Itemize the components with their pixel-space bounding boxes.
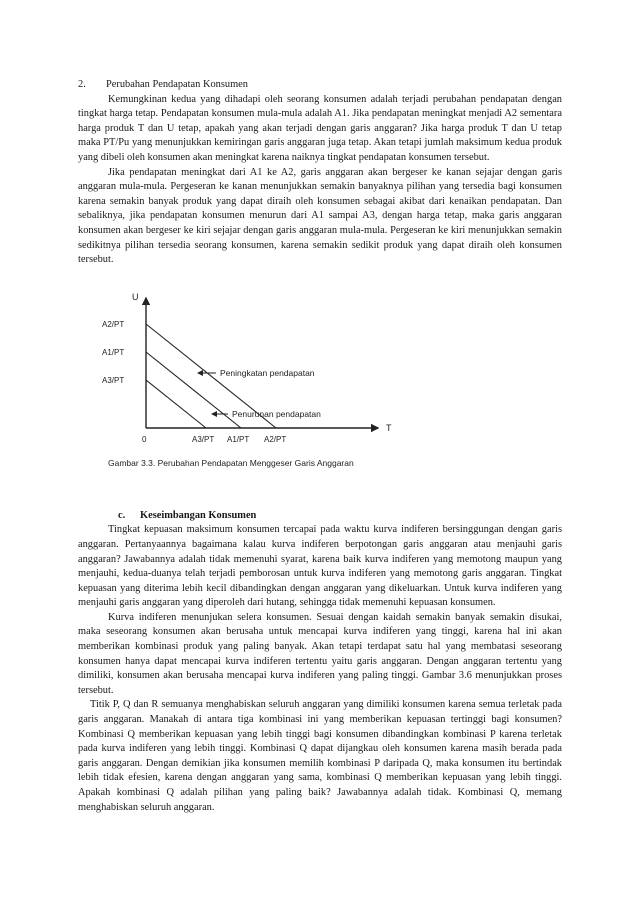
x-tick-a2: A2/PT [264, 434, 287, 444]
section-title: Perubahan Pendapatan Konsumen [106, 79, 248, 90]
section-heading [78, 78, 562, 93]
annotation-decrease: Penurunan pendapatan [232, 408, 321, 419]
section-number: 2. [78, 79, 86, 90]
x-axis-label: T [386, 422, 392, 433]
section-title: Keseimbangan Konsumen [140, 509, 257, 521]
y-tick-a2: A2/PT [102, 319, 125, 329]
y-tick-a3: A3/PT [102, 375, 125, 385]
x-tick-a1: A1/PT [227, 434, 250, 444]
budget-line-a3 [146, 380, 206, 428]
section-number: c. [118, 509, 126, 521]
origin-label: 0 [142, 434, 147, 444]
paragraph: Jika pendapatan meningkat dari A1 ke A2, garis anggaran akan bergeser ke kanan sejajar dengan garis anggaran mula-mula. Pergeseran ke kanan menunjukkan semakin banyaknya pilihan yang tersedia bagi konsumen karena semakin banyak produk yang dapat diraih oleh konsumen sebagai akibat dari kenaikan pendapatan. Dan sebaliknya, jika pendapatan konsumen menurun dari A1 sampai A3, dengan harga tetap, maka garis anggaran konsumen akan bergeser ke kiri sejajar dengan garis anggaran mula-mula. Pergeseran ke kiri menunjukkan semakin sedikitnya pilihan tersedia seorang konsumen, karena semakin sedikit produk yang dapat diraih oleh konsumen tersebut. [78, 166, 562, 266]
y-axis-label: U [132, 291, 139, 302]
paragraph: Titik P, Q dan R semuanya menghabiskan seluruh anggaran yang dimiliki konsumen karena semua terletak pada garis anggaran. Manakah di antara tiga kombinasi ini yang memberikan kepuasan tertinggi bagi konsumen? Kombinasi Q memberikan kepuasan yang lebih tinggi bagi konsumen dibandingkan kombinasi P karena terletak pada kurva indiferen yang lebih tinggi. Kombinasi Q dapat dijangkau oleh konsumen karena masih berada pada garis anggaran. Dengan demikian jika konsumen memilih kombinasi P daripada Q, maka konsumen itu bertindak lebih tidak efesien, karena dengan anggaran yang sama, kombinasi Q memberikan kepuasan yang lebih tinggi. Apakah kombinasi Q adalah pilihan yang paling baik? Jawabannya adalah tidak. Kombinasi Q, memang menghabiskan seluruh anggaran. [78, 699, 562, 813]
y-tick-a1: A1/PT [102, 347, 125, 357]
paragraph: Tingkat kepuasan maksimum konsumen tercapai pada waktu kurva indiferen bersinggungan dengan garis anggaran. Pertanyaannya bagaimana kalau kurva indiferen berpotongan garis anggaran atau menjauhi garis anggaran? Jawabannya adalah tidak memenuhi syarat, karena baik kurva indiferen yang memotong maupun yang menjauhi, kedua-duanya telah terjadi pemborosan untuk kurva indiferen yang memotong garis anggaran. Tingkat kepuasan yang diterima lebih kecil dibandingkan dengan anggaran yang dikeluarkan. Untuk kurva indiferen yang menjauhi garis anggaran yang diperoleh dari hutang, sehingga tidak memenuhi kepuasan konsumen. [78, 524, 562, 609]
budget-line-figure [78, 280, 562, 475]
x-tick-a3: A3/PT [192, 434, 215, 444]
budget-line-a1 [146, 352, 241, 428]
budget-line-diagram [98, 280, 558, 475]
figure-caption: Gambar 3.3. Perubahan Pendapatan Menggeser Garis Anggaran [108, 457, 354, 468]
paragraph: Kemungkinan kedua yang dihadapi oleh seorang konsumen adalah terjadi perubahan pendapatan dengan tingkat harga tetap. Pendapatan konsumen mula-mula adalah A1. Jika pendapatan meningkat menjadi A2 sementara harga produk T dan U tetap, apakah yang akan terjadi dengan garis anggaran? Jika harga produk T dan U tetap maka PT/Pu yang menunjukkan kemiringan garis anggaran juga tetap. Akan tetapi jumlah maksimum kedua produk yang dibeli oleh konsumen akan meningkat karena naiknya tingkat pendapatan konsumen tersebut. [78, 93, 562, 163]
section-heading [78, 509, 562, 524]
paragraph: Kurva indiferen menunjukan selera konsumen. Sesuai dengan kaidah semakin banyak semakin disukai, maka seseorang konsumen akan berusaha untuk mencapai kurva indiferen yang tinggi, karena hal ini akan memberikan kombinasi produk yang paling banyak. Akan tetapi terdapat satu hal yang membatasi seseorang konsumen hanya dapat mencapai kurva indiferen tertentu yaitu garis anggaran. Dengan anggaran tertentu yang dimiliki, konsumen akan berusaha mencapai kurva indiferen yang paling tinggi. Gambar 3.6 menunjukkan proses tersebut. [78, 611, 562, 696]
document-page [78, 78, 562, 815]
annotation-increase: Peningkatan pendapatan [220, 367, 315, 378]
